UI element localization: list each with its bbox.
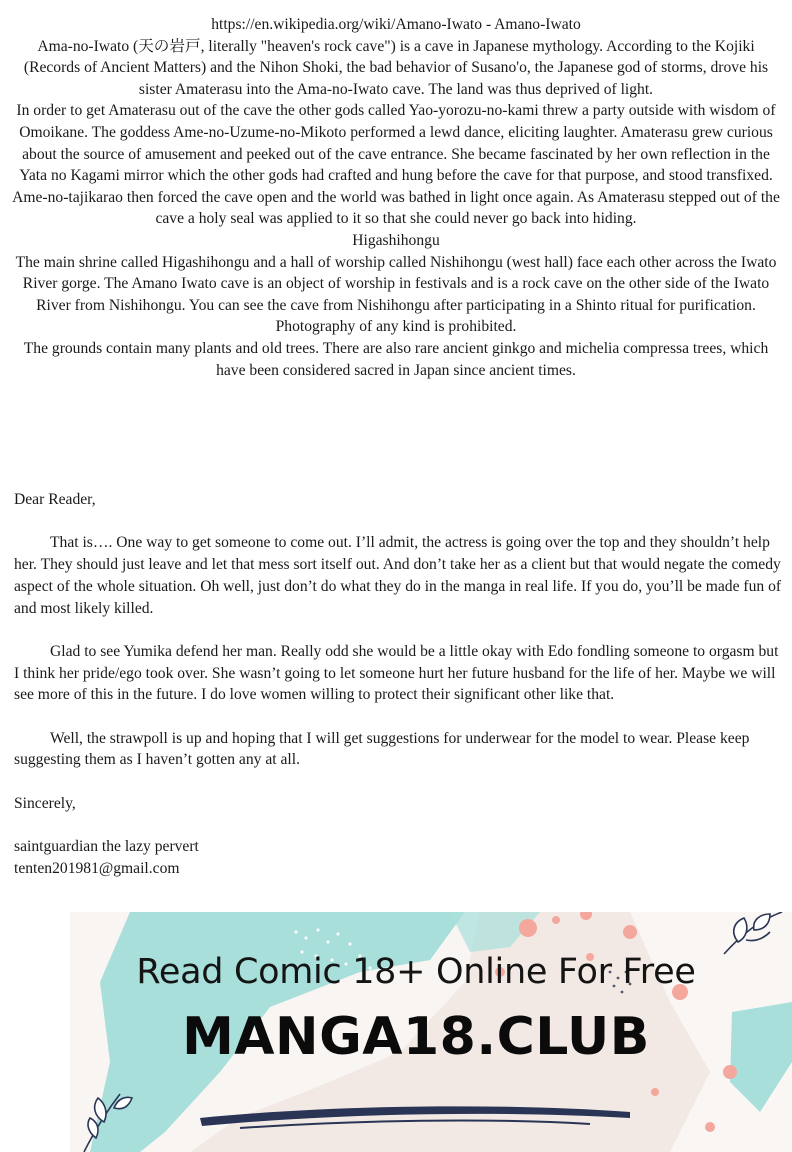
banner-tagline[interactable]: Read Comic 18+ Online For Free (136, 952, 696, 992)
article-paragraph: Ama-no-Iwato (天の岩戸, literally "heaven's rock cave") is a cave in Japanese mythology. According to the Kojiki (Records of Ancient Matters) and the Nihon Shoki, the bad behavior of Susano'o, the Japanese god of storms, drove his sister Amaterasu into the Ama-no-Iwato cave. The land was thus deprived of light. (23, 37, 769, 98)
letter-salutation: Dear Reader, (14, 491, 96, 508)
article-paragraph: The main shrine called Higashihongu and a hall of worship called Nishihongu (west hall) face each other across the Iwato River gorge. The Amano Iwato cave is an object of worship in festivals and is a rock cave on the other side of the Iwato River from Nishihongu. You can see the cave from Nishihongu after participating in a Shinto ritual for purification. Photography of any kind is prohibited. (15, 253, 777, 336)
letter-email: tenten201981@gmail.com (14, 859, 180, 877)
source-line: https://en.wikipedia.org/wiki/Amano-Iwato - Amano-Iwato (211, 16, 581, 33)
letter-paragraph: Glad to see Yumika defend her man. Really odd she would be a little okay with Edo fondling someone to orgasm but I think her pride/ego took over. She wasn’t going to let someone hurt her future husband for the life of her. Maybe we will see more of this in the future. I do love women willing to protect their significant other like that. (14, 642, 779, 704)
article-paragraph: The grounds contain many plants and old trees. There are also rare ancient ginkgo and michelia compressa trees, which have been considered sacred in Japan since ancient times. (23, 339, 769, 379)
letter-paragraph: That is…. One way to get someone to come out. I’ll admit, the actress is going over the top and they shouldn’t help her. They should just leave and let that mess sort itself out. And don’t take her as a client but that would negate the comedy aspect of the whole situation. Oh well, just don’t do what they do in the manga in real life. If you do, you’ll be made fun of and most likely killed. (14, 534, 782, 617)
article-paragraph: In order to get Amaterasu out of the cave the other gods called Yao-yorozu-no-kami threw a party outside with wisdom of Omoikane. The goddess Ame-no-Uzume-no-Mikoto performed a lewd dance, eliciting laughter. Amaterasu grew curious about the source of amusement and peeked out of the cave entrance. She became fascinated by her own reflection in the Yata no Kagami mirror which the other gods had crafted and hung before the cave for that purpose, and stood transfixed. Ame-no-tajikarao then forced the cave open and the world was bathed in light once again. As Amaterasu stepped out of the cave a holy seal was applied to it so that she could never go back into hiding. (12, 102, 780, 228)
letter (14, 489, 782, 880)
promo-banner[interactable] (70, 912, 792, 1152)
banner-site-name[interactable]: MANGA18.CLUB (182, 1007, 650, 1067)
letter-closing: Sincerely, (14, 794, 76, 812)
letter-paragraph: Well, the strawpoll is up and hoping that I will get suggestions for underwear for the model to wear. Please keep suggesting them as I haven’t gotten any at all. (14, 729, 750, 769)
article-subheading: Higashihongu (352, 231, 440, 249)
article-excerpt (10, 14, 782, 381)
letter-signature: saintguardian the lazy pervert (14, 838, 199, 856)
